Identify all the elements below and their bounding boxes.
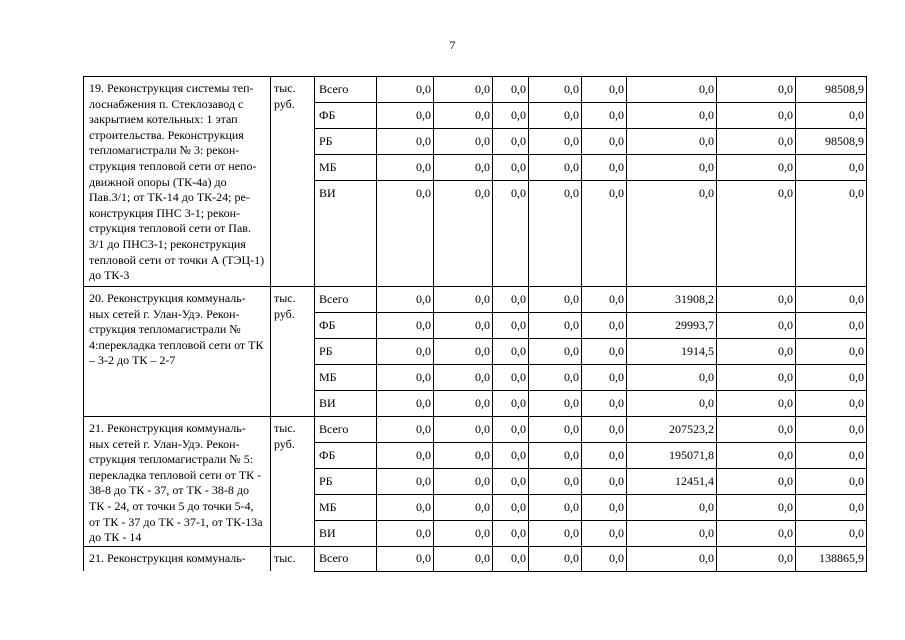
value-cell: 0,0 xyxy=(493,365,529,391)
value-cell: 0,0 xyxy=(796,417,867,443)
value-cell: 0,0 xyxy=(627,103,717,129)
value-cell: 0,0 xyxy=(582,287,627,313)
value-cell: 0,0 xyxy=(493,313,529,339)
value-cell: 0,0 xyxy=(582,521,627,547)
value-cell: 0,0 xyxy=(717,443,796,469)
value-cell: 0,0 xyxy=(434,103,493,129)
funding-source: РБ xyxy=(315,339,377,365)
value-cell: 0,0 xyxy=(377,313,434,339)
value-cell: 0,0 xyxy=(434,339,493,365)
value-cell: 0,0 xyxy=(582,469,627,495)
funding-source: ФБ xyxy=(315,443,377,469)
value-cell: 0,0 xyxy=(377,77,434,103)
value-cell: 0,0 xyxy=(377,469,434,495)
value-cell: 0,0 xyxy=(529,313,582,339)
table-row xyxy=(84,77,867,103)
value-cell: 0,0 xyxy=(627,155,717,181)
value-cell: 0,0 xyxy=(796,339,867,365)
value-cell: 0,0 xyxy=(529,287,582,313)
funding-source: МБ xyxy=(315,155,377,181)
value-cell: 0,0 xyxy=(582,391,627,417)
value-cell: 0,0 xyxy=(377,521,434,547)
value-cell: 0,0 xyxy=(717,155,796,181)
value-cell: 0,0 xyxy=(717,521,796,547)
value-cell: 0,0 xyxy=(717,547,796,572)
unit-cell: тыс. руб. xyxy=(271,287,315,417)
value-cell: 0,0 xyxy=(796,313,867,339)
value-cell: 0,0 xyxy=(796,443,867,469)
value-cell: 0,0 xyxy=(529,417,582,443)
value-cell: 0,0 xyxy=(434,287,493,313)
value-cell: 0,0 xyxy=(377,287,434,313)
value-cell: 0,0 xyxy=(582,77,627,103)
value-cell: 0,0 xyxy=(377,339,434,365)
value-cell: 0,0 xyxy=(582,129,627,155)
value-cell: 0,0 xyxy=(796,521,867,547)
value-cell: 0,0 xyxy=(529,391,582,417)
value-cell: 0,0 xyxy=(377,181,434,287)
value-cell: 98508,9 xyxy=(796,77,867,103)
value-cell: 0,0 xyxy=(582,417,627,443)
value-cell: 0,0 xyxy=(582,155,627,181)
value-cell: 0,0 xyxy=(493,287,529,313)
value-cell: 0,0 xyxy=(377,129,434,155)
funding-source: Всего xyxy=(315,77,377,103)
value-cell: 0,0 xyxy=(627,547,717,572)
value-cell: 195071,8 xyxy=(627,443,717,469)
value-cell: 0,0 xyxy=(377,155,434,181)
value-cell: 0,0 xyxy=(627,365,717,391)
value-cell: 0,0 xyxy=(493,417,529,443)
value-cell: 138865,9 xyxy=(796,547,867,572)
value-cell: 0,0 xyxy=(434,181,493,287)
table-row xyxy=(84,287,867,313)
value-cell: 0,0 xyxy=(582,365,627,391)
value-cell: 0,0 xyxy=(529,103,582,129)
funding-source: МБ xyxy=(315,365,377,391)
funding-source: МБ xyxy=(315,495,377,521)
value-cell: 0,0 xyxy=(377,443,434,469)
funding-table xyxy=(83,76,867,572)
value-cell: 98508,9 xyxy=(796,129,867,155)
value-cell: 0,0 xyxy=(493,77,529,103)
value-cell: 0,0 xyxy=(627,521,717,547)
table-body xyxy=(84,77,867,572)
funding-source: Всего xyxy=(315,547,377,572)
value-cell: 0,0 xyxy=(796,155,867,181)
value-cell: 0,0 xyxy=(529,365,582,391)
value-cell: 0,0 xyxy=(717,77,796,103)
value-cell: 0,0 xyxy=(529,339,582,365)
project-description: 21. Реконструкция коммуналь-ных сетей г. Улан-Удэ. Рекон-струкция тепломагистрали № 5: перекладка тепловой сети от ТК - 38-8 до ТК - 37, от ТК - 38-8 до ТК - 24, от точки 5 до точки 5-4, от ТК - 37 до ТК - 37-1, от ТК-13а до ТК - 14 xyxy=(84,417,271,547)
funding-source: ВИ xyxy=(315,391,377,417)
project-description: 21. Реконструкция коммуналь- xyxy=(84,547,271,572)
value-cell: 29993,7 xyxy=(627,313,717,339)
value-cell: 0,0 xyxy=(434,521,493,547)
table-row xyxy=(84,417,867,443)
unit-cell: тыс. xyxy=(271,547,315,572)
funding-source: ФБ xyxy=(315,313,377,339)
value-cell: 0,0 xyxy=(434,129,493,155)
value-cell: 0,0 xyxy=(582,495,627,521)
value-cell: 0,0 xyxy=(796,181,867,287)
value-cell: 0,0 xyxy=(529,443,582,469)
value-cell: 0,0 xyxy=(493,495,529,521)
value-cell: 0,0 xyxy=(717,417,796,443)
value-cell: 0,0 xyxy=(529,77,582,103)
value-cell: 0,0 xyxy=(717,469,796,495)
value-cell: 0,0 xyxy=(377,417,434,443)
value-cell: 0,0 xyxy=(582,339,627,365)
value-cell: 0,0 xyxy=(493,103,529,129)
value-cell: 0,0 xyxy=(627,129,717,155)
page-number: 7 xyxy=(449,38,456,52)
funding-source: ВИ xyxy=(315,181,377,287)
value-cell: 0,0 xyxy=(582,181,627,287)
value-cell: 0,0 xyxy=(529,547,582,572)
value-cell: 0,0 xyxy=(796,103,867,129)
funding-source: РБ xyxy=(315,129,377,155)
value-cell: 0,0 xyxy=(493,469,529,495)
value-cell: 0,0 xyxy=(717,495,796,521)
value-cell: 0,0 xyxy=(377,103,434,129)
value-cell: 0,0 xyxy=(493,181,529,287)
value-cell: 0,0 xyxy=(493,521,529,547)
value-cell: 0,0 xyxy=(529,155,582,181)
value-cell: 0,0 xyxy=(717,313,796,339)
value-cell: 0,0 xyxy=(627,391,717,417)
value-cell: 1914,5 xyxy=(627,339,717,365)
value-cell: 0,0 xyxy=(377,547,434,572)
value-cell: 0,0 xyxy=(627,495,717,521)
value-cell: 0,0 xyxy=(717,181,796,287)
funding-source: РБ xyxy=(315,469,377,495)
value-cell: 0,0 xyxy=(717,339,796,365)
value-cell: 0,0 xyxy=(493,443,529,469)
value-cell: 31908,2 xyxy=(627,287,717,313)
value-cell: 0,0 xyxy=(493,129,529,155)
value-cell: 0,0 xyxy=(796,469,867,495)
value-cell: 0,0 xyxy=(582,443,627,469)
value-cell: 0,0 xyxy=(529,495,582,521)
value-cell: 0,0 xyxy=(434,469,493,495)
value-cell: 0,0 xyxy=(434,365,493,391)
value-cell: 0,0 xyxy=(493,391,529,417)
project-description: 20. Реконструкция коммуналь-ных сетей г. Улан-Удэ. Рекон-струкция тепломагистрали № 4:перекладка тепловой сети от ТК – 3-2 до ТК – 2-7 xyxy=(84,287,271,417)
value-cell: 0,0 xyxy=(717,365,796,391)
table-row xyxy=(84,547,867,572)
value-cell: 0,0 xyxy=(796,287,867,313)
unit-cell: тыс. руб. xyxy=(271,417,315,547)
funding-source: Всего xyxy=(315,287,377,313)
value-cell: 0,0 xyxy=(627,181,717,287)
value-cell: 12451,4 xyxy=(627,469,717,495)
value-cell: 0,0 xyxy=(717,391,796,417)
funding-source: ФБ xyxy=(315,103,377,129)
funding-source: ВИ xyxy=(315,521,377,547)
value-cell: 0,0 xyxy=(434,313,493,339)
value-cell: 0,0 xyxy=(529,469,582,495)
value-cell: 0,0 xyxy=(529,181,582,287)
value-cell: 0,0 xyxy=(796,365,867,391)
value-cell: 0,0 xyxy=(627,77,717,103)
value-cell: 0,0 xyxy=(377,365,434,391)
value-cell: 0,0 xyxy=(493,547,529,572)
funding-source: Всего xyxy=(315,417,377,443)
value-cell: 0,0 xyxy=(434,77,493,103)
value-cell: 0,0 xyxy=(717,129,796,155)
value-cell: 0,0 xyxy=(529,129,582,155)
value-cell: 0,0 xyxy=(434,443,493,469)
value-cell: 0,0 xyxy=(434,495,493,521)
value-cell: 0,0 xyxy=(529,521,582,547)
value-cell: 207523,2 xyxy=(627,417,717,443)
value-cell: 0,0 xyxy=(582,103,627,129)
unit-cell: тыс. руб. xyxy=(271,77,315,287)
value-cell: 0,0 xyxy=(434,547,493,572)
project-description: 19. Реконструкция системы теп-лоснабжения п. Стеклозавод с закрытием котельных: 1 этап строительства. Реконструкция тепломагистрали № 3: рекон-струкция тепловой сети от непо-движной опоры (ТК-4а) до Пав.3/1; от ТК-14 до ТК-24; ре-конструкция ПНС 3-1; рекон-струкция тепловой сети от Пав. 3/1 до ПНС3-1; реконструкция тепловой сети от точки А (ТЭЦ-1) до ТК-3 xyxy=(84,77,271,287)
value-cell: 0,0 xyxy=(582,547,627,572)
value-cell: 0,0 xyxy=(434,155,493,181)
value-cell: 0,0 xyxy=(717,287,796,313)
value-cell: 0,0 xyxy=(796,391,867,417)
value-cell: 0,0 xyxy=(377,391,434,417)
value-cell: 0,0 xyxy=(434,391,493,417)
value-cell: 0,0 xyxy=(493,155,529,181)
value-cell: 0,0 xyxy=(717,103,796,129)
value-cell: 0,0 xyxy=(493,339,529,365)
value-cell: 0,0 xyxy=(377,495,434,521)
value-cell: 0,0 xyxy=(434,417,493,443)
value-cell: 0,0 xyxy=(796,495,867,521)
value-cell: 0,0 xyxy=(582,313,627,339)
